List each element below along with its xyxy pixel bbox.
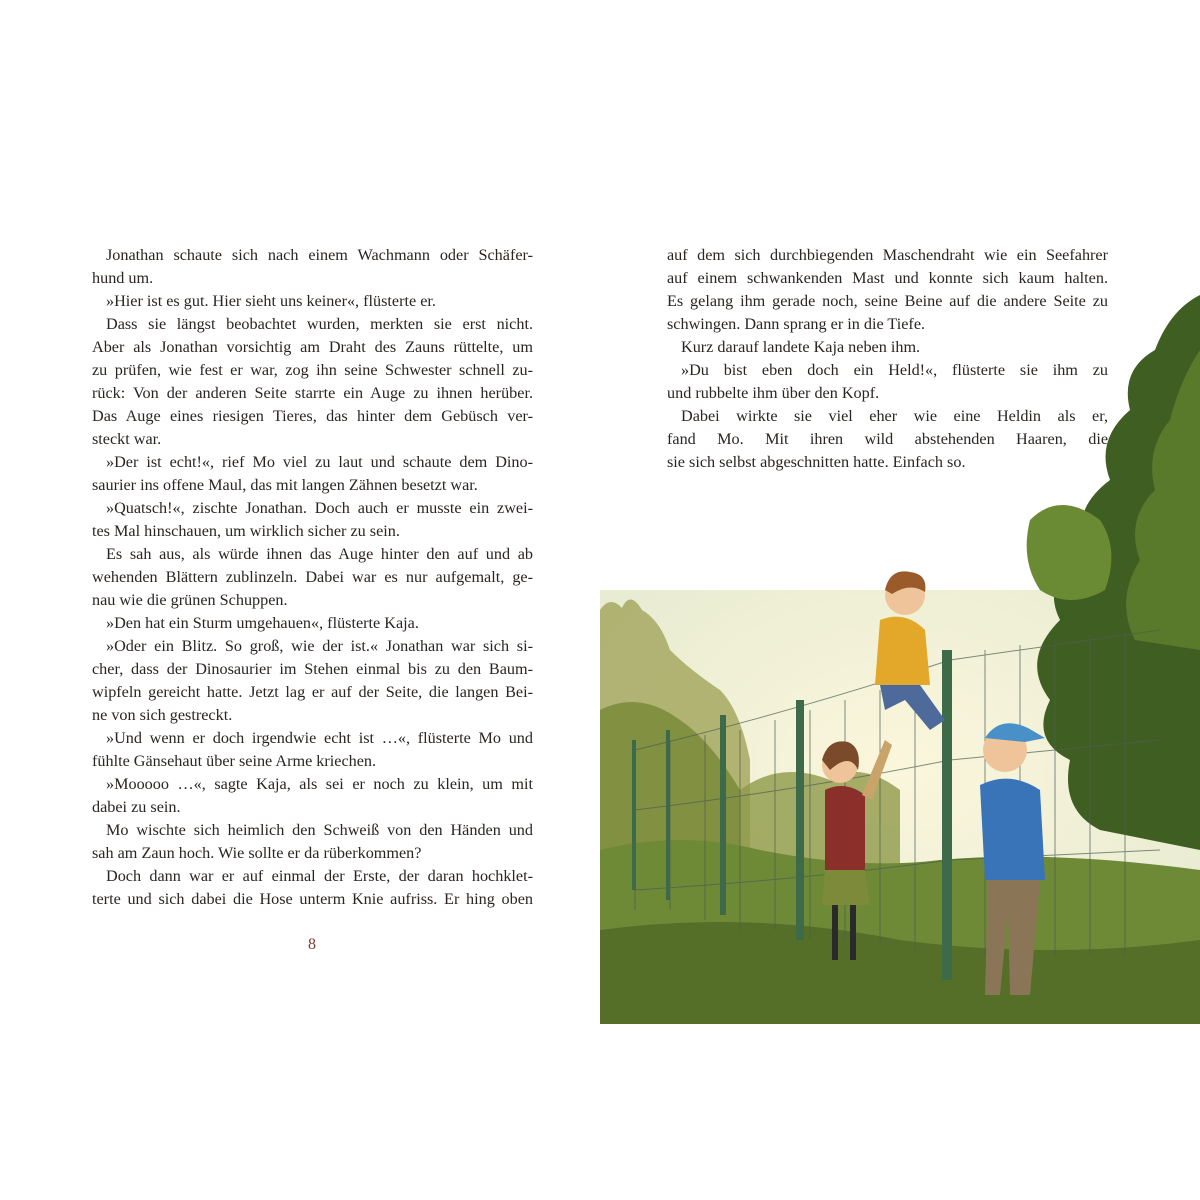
text-line: nau wie die grünen Schuppen.: [92, 591, 288, 609]
text-line: schwingen. Dann sprang er in die Tiefe.: [667, 315, 926, 333]
text-line: wehenden Blättern zublinzeln. Dabei war es nur aufgemalt, ge-: [92, 568, 533, 586]
text-line: Aber als Jonathan vorsichtig am Draht des Zauns rüttelte, um: [92, 338, 533, 356]
tree-foliage-cluster: [1027, 505, 1112, 600]
text-line: fand Mo. Mit ihren wild abstehenden Haaren, die: [667, 430, 1108, 448]
right-body-text: [667, 244, 1108, 474]
right-page: [600, 0, 1200, 1200]
text-line: zu prüfen, wie fest er war, zog ihn seine Schwester schnell zu-: [92, 361, 533, 379]
text-line: »Oder ein Blitz. So groß, wie der ist.« Jonathan war sich si-: [106, 637, 533, 655]
text-line: Dass sie längst beobachtet wurden, merkten sie erst nicht.: [106, 315, 533, 333]
text-line: Kurz darauf landete Kaja neben ihm.: [681, 338, 921, 356]
text-line: wipfeln gereicht hatte. Jetzt lag er auf der Seite, die langen Bei-: [92, 683, 533, 701]
text-line: Dabei wirkte sie viel eher wie eine Heldin als er,: [681, 407, 1108, 425]
text-line: »Quatsch!«, zischte Jonathan. Doch auch er musste ein zwei-: [106, 499, 533, 517]
text-line: tes Mal hinschauen, um wirklich sicher zu sein.: [92, 522, 400, 540]
page-number: 8: [308, 936, 316, 953]
text-line: sah am Zaun hoch. Wie sollte er da rüberkommen?: [92, 844, 422, 862]
text-line: Jonathan schaute sich nach einem Wachmann oder Schäfer-: [106, 246, 533, 264]
text-line: steckt war.: [92, 430, 162, 448]
text-line: ne von sich gestreckt.: [92, 706, 233, 724]
text-line: »Der ist echt!«, rief Mo viel zu laut und schaute dem Dino-: [106, 453, 533, 471]
text-line: auf einem schwankenden Mast und konnte sich kaum halten.: [667, 269, 1108, 287]
text-line: und rubbelte ihm über den Kopf.: [667, 384, 880, 402]
text-line: saurier ins offene Maul, das mit langen Zähnen besetzt war.: [92, 476, 478, 494]
text-line: »Hier ist es gut. Hier sieht uns keiner«, flüsterte er.: [106, 292, 436, 310]
text-line: sie sich selbst abgeschnitten hatte. Einfach so.: [667, 453, 966, 471]
text-line: terte und sich dabei die Hose unterm Knie aufriss. Er hing oben: [92, 890, 533, 908]
text-line: Mo wischte sich heimlich den Schweiß von den Händen und: [106, 821, 533, 839]
left-body-text: [92, 244, 533, 911]
text-line: Das Auge eines riesigen Tieres, das hinter dem Gebüsch ver-: [92, 407, 533, 425]
text-line: Es gelang ihm gerade noch, seine Beine auf die andere Seite zu: [667, 292, 1108, 310]
text-line: rück: Von der anderen Seite starrte ein Auge zu ihnen herüber.: [92, 384, 533, 402]
text-line: »Du bist eben doch ein Held!«, flüsterte sie ihm zu: [681, 361, 1108, 379]
text-line: auf dem sich durchbiegenden Maschendraht wie ein Seefahrer: [667, 246, 1108, 264]
text-line: dabei zu sein.: [92, 798, 181, 816]
text-line: Doch dann war er auf einmal der Erste, der daran hochklet-: [106, 867, 533, 885]
text-line: cher, dass der Dinosaurier im Stehen einmal bis zu den Baum-: [92, 660, 533, 678]
text-line: Es sah aus, als würde ihnen das Auge hinter den auf und ab: [106, 545, 533, 563]
text-line: »Den hat ein Sturm umgehauen«, flüsterte Kaja.: [106, 614, 419, 632]
text-line: hund um.: [92, 269, 154, 287]
text-line: »Und wenn er doch irgendwie echt ist …«, flüsterte Mo und: [106, 729, 533, 747]
text-line: »Mooooo …«, sagte Kaja, als sei er noch zu klein, um mit: [106, 775, 533, 793]
text-line: fühlte Gänsehaut über seine Arme kriechen.: [92, 752, 377, 770]
